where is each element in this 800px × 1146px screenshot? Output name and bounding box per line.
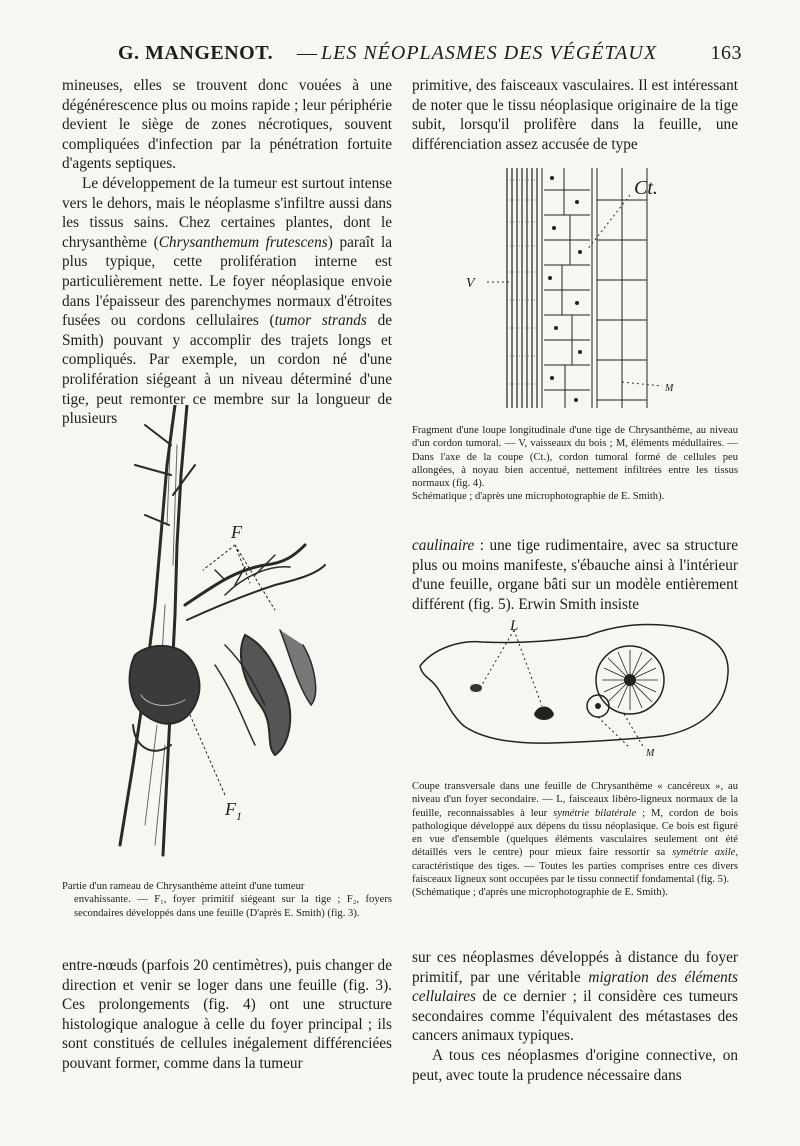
term-caulinaire: caulinaire	[412, 537, 475, 554]
figure-5-caption-em2: symétrie axile	[672, 847, 736, 859]
term-tumor-strands: tumor strands	[274, 312, 367, 330]
figure-3-label-f1-letter: F	[225, 799, 236, 819]
paragraph-left-2-a: Le développement de la tumeur est surtout intense vers le dehors, mais le néoplasme s'infiltre aussi dans les tissus sains. Chez certaines plantes, dont le chrysanthème (	[62, 174, 392, 251]
figure-4-label-ct: Ct.	[634, 177, 658, 199]
figure-3-label-f: F	[231, 522, 242, 542]
figure-5-caption-em1: symétrie bilatérale	[553, 807, 637, 819]
figure-3-label-f1-sub: 1	[236, 809, 242, 823]
paragraph-right-1: primitive, des faisceaux vasculaires. Il est intéressant de noter que le tissu néoplasique originaire de la tige subit, lorsqu'il prolifère dans la feuille, une différenciation assez accusée de type	[412, 77, 738, 153]
figure-5-caption-b: ; M, cordon de bois pathologique développé aux dépens du tissu néoplasique. Ce bois est figuré en vue d'ensemble (quelques éléments vasculaires seulement ont été détaillés vers le centre) pour mieux faire ressortir sa	[412, 807, 738, 859]
paragraph-left-1: mineuses, elles se trouvent donc vouées à une dégénérescence plus ou moins rapide ; leur périphérie devient le siège de zones nécrotiques, souvent compliquées d'infection par la pénétration fortuite d'agents septiques.	[62, 77, 392, 173]
figure-3-caption	[62, 880, 392, 920]
figure-3-caption-a: Partie d'un rameau de Chrysanthème atteint d'une tumeur	[62, 881, 305, 892]
figure-5-caption-c: , caractéristique des tiges. — Toutes les parties comprises entre ces divers faisceaux ligneux sont occupées par le tissu connectif fondamental (fig. 5).	[412, 847, 739, 886]
paragraph-right-3	[412, 948, 738, 1046]
figure-4-caption-a: Fragment d'une loupe longitudinale d'une tige de Chrysanthème, au niveau d'un cordon tumoral. — V, vaisseaux du bois ; M, éléments médullaires. — Dans l'axe de la coupe (Ct.), cordon tumoral formé de cellules peu allongées, à noyau bien accentué, nettement infiltrées entre les tissus normaux (fig. 4).	[412, 425, 738, 490]
paragraph-left-2	[62, 174, 392, 429]
figure-3-caption-b: envahissante. — F₁, foyer primitif siégeant sur la tige ; F₂, foyers secondaires développés dans une feuille (D'après E. Smith) (fig. 3).	[74, 894, 392, 919]
paragraph-right-2	[412, 536, 738, 614]
figure-3-label-f1	[224, 799, 242, 823]
right-column-top	[412, 76, 738, 154]
paragraph-right-2-rest: : une tige rudimentaire, avec sa structure plus ou moins manifeste, s'ébauche ainsi à l'intérieur d'une feuille, organe bâti sur un modèle entièrement différent (fig. 5). Erwin Smith insiste	[412, 537, 738, 613]
running-header	[118, 40, 742, 70]
figure-4-illustration	[452, 160, 702, 412]
right-column-middle	[412, 536, 738, 614]
figure-5-illustration	[412, 618, 738, 770]
figure-3-illustration	[75, 405, 395, 875]
figure-5-caption-d: (Schématique ; d'après une microphotographie de E. Smith).	[412, 887, 668, 899]
paragraph-left-3: entre-nœuds (parfois 20 centimètres), puis changer de direction et venir se loger dans une feuille (fig. 3). Ces prolongements (fig. 4) ont une structure histologique analogue à celle du foyer principal ; ils sont constitués de cellules inégalement différenciées pouvant former, comme dans la tumeur	[62, 957, 392, 1072]
left-column-bottom	[62, 956, 392, 1074]
header-title: LES NÉOPLASMES DES VÉGÉTAUX	[321, 42, 658, 64]
figure-5-label-l: L	[510, 618, 519, 634]
figure-4-label-v: V	[466, 276, 475, 291]
header-dash: —	[297, 42, 318, 64]
paragraph-left-2-c: de Smith) pouvant y accomplir des trajets longs et compliqués. Par exemple, un cordon né d'une prolifération siégeant à un niveau déterminé d'une tige, peut remonter ce membre sur la longueur de plusieurs	[62, 312, 393, 428]
figure-5-caption	[412, 780, 738, 900]
right-column-bottom	[412, 948, 738, 1085]
paragraph-right-3-a: sur ces néoplasmes développés à distance du foyer primitif, par une véritable	[412, 949, 738, 986]
figure-4-caption-b: Schématique ; d'après une microphotographie de E. Smith).	[412, 491, 665, 503]
left-column-top	[62, 76, 392, 429]
paragraph-right-3-b: de ce dernier ; il considère ces tumeurs secondaires comme l'équivalent des métastases des cancers animaux typiques.	[412, 988, 738, 1045]
figure-4-label-m: M	[665, 383, 674, 394]
header-author: G. MANGENOT.	[118, 42, 274, 64]
page-number: 163	[710, 42, 742, 64]
term-migration: migration des éléments cellulaires	[412, 968, 738, 1006]
species-name: Chrysanthemum frutescens	[158, 233, 328, 251]
paragraph-right-4: A tous ces néoplasmes d'origine connective, on peut, avec toute la prudence nécessaire dans	[412, 1046, 738, 1084]
figure-5-label-m: M	[646, 748, 655, 759]
paragraph-left-2-b: ) paraît la plus typique, cette prolifération interne est particulièrement nette. Le foyer néoplasique envoie dans l'épaisseur des parenchymes normaux d'étroites fusées ou cordons cellulaires (	[62, 233, 393, 330]
figure-4-caption	[412, 424, 738, 504]
figure-5-caption-a: Coupe transversale dans une feuille de Chrysanthème « cancéreux », au niveau d'un foyer secondaire. — L, faisceaux libéro-ligneux normaux de la feuille, reconnaissables à leur	[412, 781, 738, 819]
